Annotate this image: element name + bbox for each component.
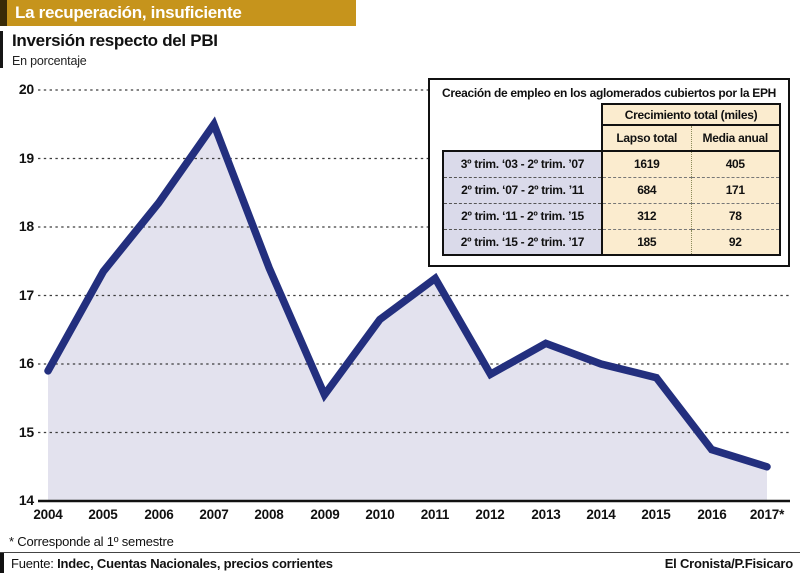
source-row [0,552,800,573]
x-tick-label: 2014 [586,507,616,522]
credit: El Cronista/P.Fisicaro [664,556,793,571]
table-blank-cell [443,125,602,151]
x-tick-label: 2010 [365,507,395,522]
table-column-header-row [443,125,780,151]
table-row [443,203,780,229]
row-period: 3º trim. ‘03 - 2º trim. ’07 [443,151,602,177]
x-tick-label: 2004 [33,507,63,522]
x-tick-label: 2008 [254,507,284,522]
source-left-bar [0,553,4,573]
y-tick-label: 17 [18,287,34,303]
x-tick-label: 2012 [475,507,505,522]
table-row [443,229,780,255]
y-tick-label: 20 [18,81,34,97]
col-header-lapso-total: Lapso total [602,125,691,151]
x-tick-label: 2016 [697,507,727,522]
x-tick-label: 2017* [749,507,785,522]
footnote: * Corresponde al 1º semestre [9,534,174,549]
row-annual: 171 [691,177,780,203]
table-group-header-row [443,104,780,125]
row-annual: 405 [691,151,780,177]
table-title: Creación de empleo en los aglomerados cubiertos por la EPH [442,86,777,100]
y-tick-label: 16 [18,355,34,371]
employment-table [428,78,790,267]
x-tick-label: 2013 [531,507,561,522]
row-total: 185 [602,229,691,255]
x-tick-label: 2015 [641,507,671,522]
x-tick-label: 2006 [144,507,174,522]
x-tick-label: 2011 [420,507,450,522]
x-tick-label: 2009 [310,507,340,522]
table-blank-cell [443,104,602,125]
row-period: 2º trim. ‘15 - 2º trim. ’17 [443,229,602,255]
y-tick-label: 15 [18,424,34,440]
source-text [11,556,333,571]
row-annual: 78 [691,203,780,229]
row-annual: 92 [691,229,780,255]
page-title: La recuperación, insuficiente [15,3,242,22]
table-row [443,151,780,177]
table-group-header: Crecimiento total (miles) [602,104,780,125]
row-period: 2º trim. ‘11 - 2º trim. ’15 [443,203,602,229]
y-tick-label: 14 [18,492,34,508]
source-label: Fuente: [11,556,58,571]
y-tick-label: 18 [18,218,34,234]
x-tick-label: 2005 [88,507,118,522]
x-tick-label: 2007 [199,507,229,522]
source-value: Indec, Cuentas Nacionales, precios corrientes [57,556,333,571]
chart-title: Inversión respecto del PBI [12,31,218,50]
row-total: 312 [602,203,691,229]
col-header-media-anual: Media anual [691,125,780,151]
row-total: 684 [602,177,691,203]
table-grid [442,103,781,256]
table-row [443,177,780,203]
row-period: 2º trim. ‘07 - 2º trim. ’11 [443,177,602,203]
unit-label: En porcentaje [12,54,87,68]
y-tick-label: 19 [18,150,34,166]
row-total: 1619 [602,151,691,177]
